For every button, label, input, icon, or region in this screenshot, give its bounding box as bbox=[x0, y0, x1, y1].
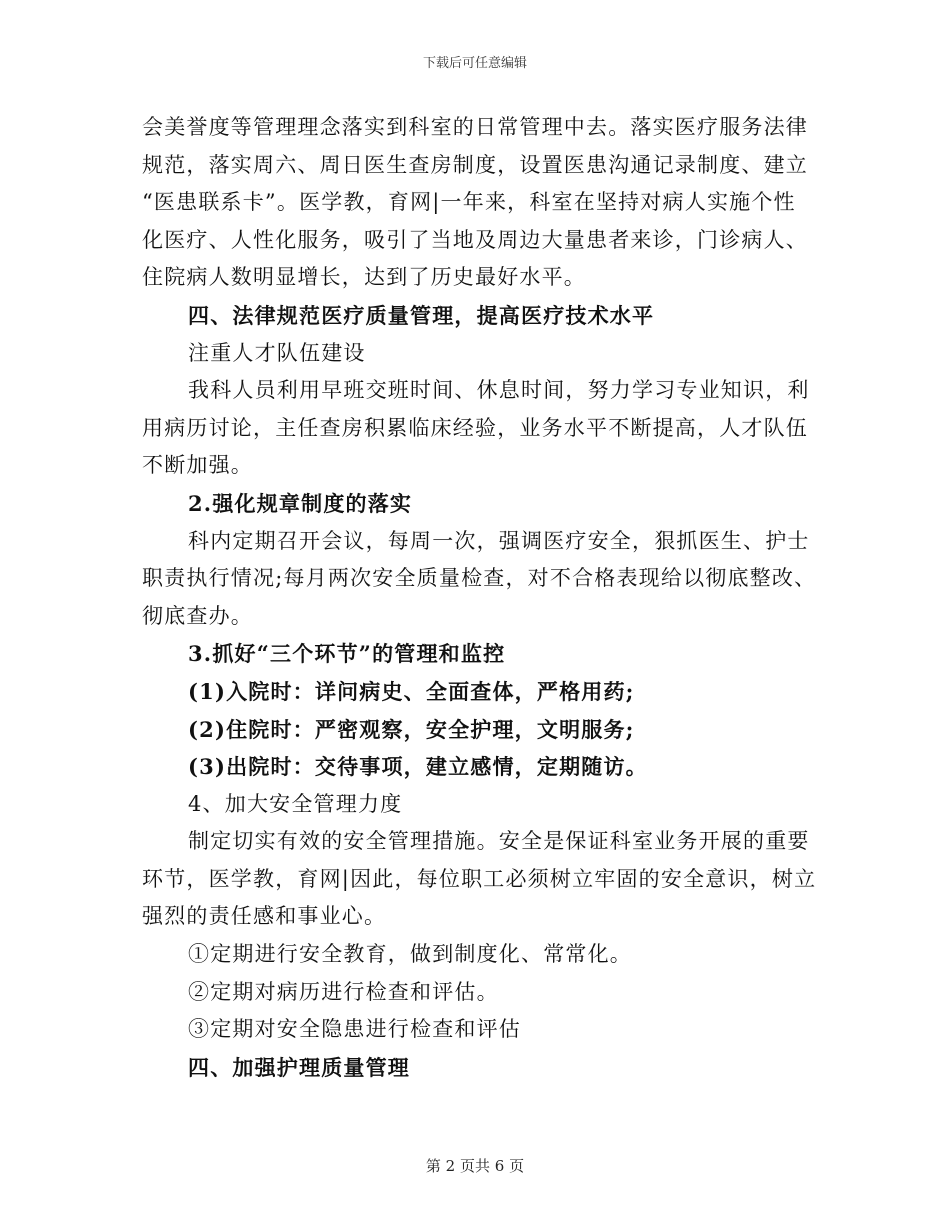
section-heading: 3.抓好“三个环节”的管理和监控 bbox=[188, 641, 506, 667]
text-line: 彻底查办。 bbox=[142, 603, 253, 628]
text-line: 科内定期召开会议，每周一次，强调医疗安全，狠抓医生、护士 bbox=[188, 528, 810, 553]
text-line: 不断加强。 bbox=[142, 453, 253, 478]
text-line: ②定期对病历进行检查和评估。 bbox=[188, 979, 499, 1004]
text-line: 会美誉度等管理理念落实到科室的日常管理中去。落实医疗服务法律 bbox=[142, 115, 808, 139]
text-line: 住院病人数明显增长，达到了历史最好水平。 bbox=[142, 265, 586, 290]
document-body bbox=[142, 109, 817, 1086]
text-line: 职责执行情况;每月两次安全质量检查，对不合格表现给以彻底整改、 bbox=[142, 566, 817, 591]
section-heading: 四、加强护理质量管理 bbox=[188, 1054, 410, 1080]
page-header: 下载后可任意编辑 bbox=[422, 56, 527, 71]
text-line: ③定期对安全隐患进行检查和评估 bbox=[188, 1017, 521, 1042]
section-heading: (2)住院时：严密观察，安全护理，文明服务; bbox=[188, 716, 635, 742]
text-line: 环节，医学教，育网|因此，每位职工必须树立牢固的安全意识，树立 bbox=[142, 866, 817, 891]
text-line: ①定期进行安全教育，做到制度化、常常化。 bbox=[188, 942, 632, 967]
text-line: 制定切实有效的安全管理措施。安全是保证科室业务开展的重要 bbox=[188, 829, 810, 854]
section-heading: (1)入院时：详问病史、全面查体，严格用药; bbox=[188, 678, 635, 704]
text-line: 4、加大安全管理力度 bbox=[188, 791, 403, 816]
page-footer: 第 2 页共 6 页 bbox=[425, 1157, 525, 1175]
text-line: 强烈的责任感和事业心。 bbox=[142, 904, 387, 929]
section-heading: (3)出院时：交待事项，建立感情，定期随访。 bbox=[188, 754, 648, 780]
text-line: 注重人才队伍建设 bbox=[188, 340, 366, 365]
text-line: 化医疗、人性化服务，吸引了当地及周边大量患者来诊，门诊病人、 bbox=[142, 227, 808, 252]
text-line: 我科人员利用早班交班时间、休息时间，努力学习专业知识，利 bbox=[188, 378, 810, 403]
section-heading: 2.强化规章制度的落实 bbox=[188, 490, 413, 516]
text-line: 规范，落实周六、周日医生查房制度，设置医患沟通记录制度、建立 bbox=[142, 152, 808, 177]
text-line: 用病历讨论，主任查房积累临床经验，业务水平不断提高，人才队伍 bbox=[142, 415, 808, 440]
section-heading: 四、法律规范医疗质量管理，提高医疗技术水平 bbox=[188, 302, 655, 328]
text-line: “医患联系卡”。医学教，育网|一年来，科室在坚持对病人实施个性 bbox=[142, 190, 796, 215]
